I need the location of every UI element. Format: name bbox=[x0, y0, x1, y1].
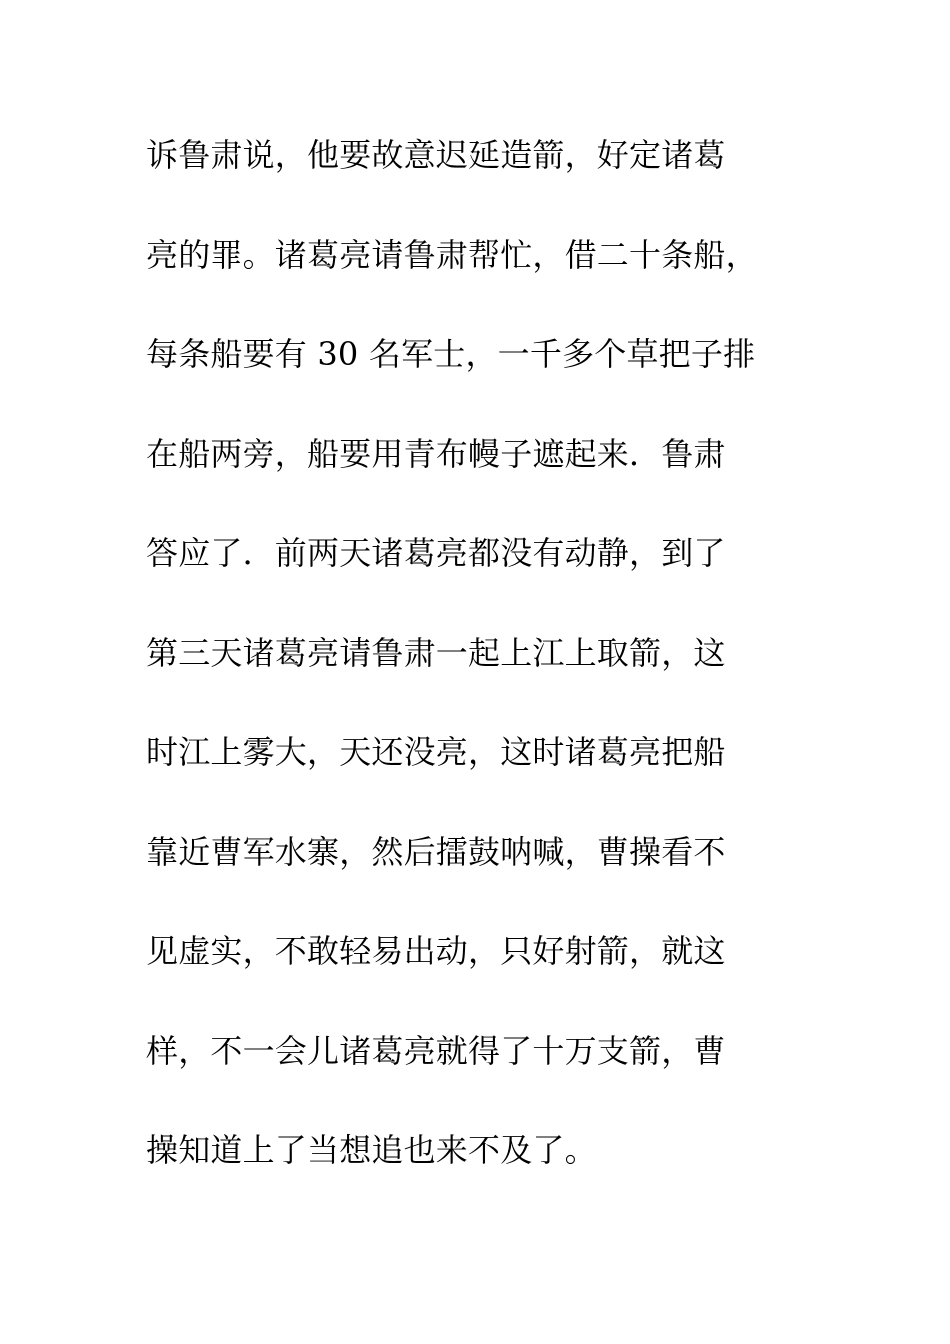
text-line: 操知道上了当想追也来不及了。 bbox=[146, 1131, 597, 1169]
text-line: 时江上雾大，天还没亮，这时诸葛亮把船 bbox=[146, 733, 726, 771]
text-line: 答应了．前两天诸葛亮都没有动静，到了 bbox=[146, 534, 726, 572]
text-line: 见虚实，不敢轻易出动，只好射箭，就这 bbox=[146, 932, 726, 970]
text-line: 诉鲁肃说，他要故意迟延造箭，好定诸葛 bbox=[146, 136, 726, 174]
text-line: 靠近曹军水寨，然后擂鼓呐喊，曹操看不 bbox=[146, 832, 726, 871]
text-line: 样，不一会儿诸葛亮就得了十万支箭，曹 bbox=[146, 1031, 726, 1070]
body-text bbox=[146, 127, 826, 1222]
text-line: 在船两旁，船要用青布幔子遮起来．鲁肃 bbox=[146, 434, 726, 473]
text-line: 第三天诸葛亮请鲁肃一起上江上取箭，这 bbox=[146, 633, 726, 672]
text-line: 亮的罪。诸葛亮请鲁肃帮忙，借二十条船， bbox=[146, 235, 758, 274]
text-line: 每条船要有 30 名军士，一千多个草把子排 bbox=[146, 335, 756, 373]
